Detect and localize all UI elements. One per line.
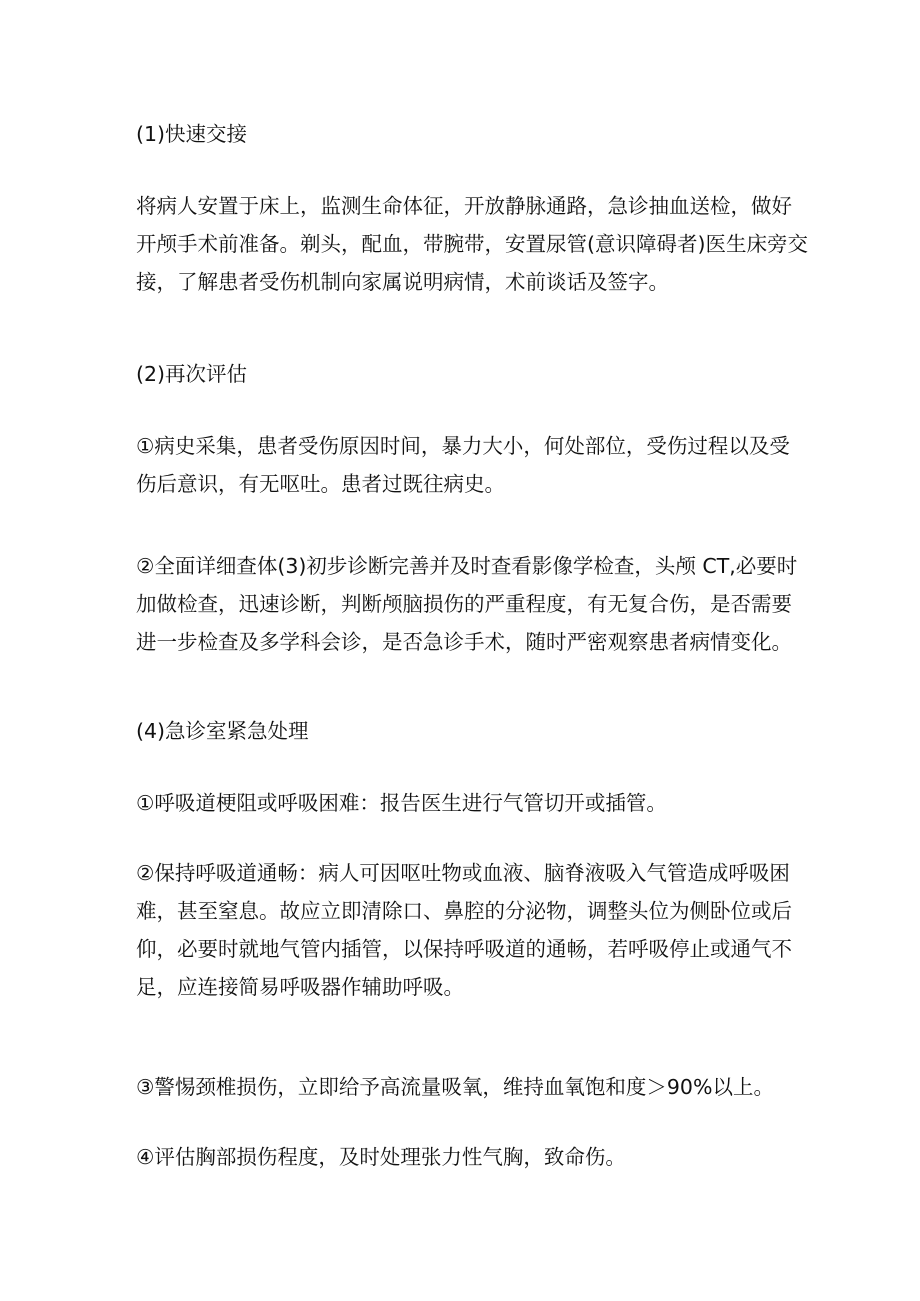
text-line: (4)急诊室紧急处理: [136, 719, 309, 743]
text-line: 加做检查，迅速诊断，判断颅脑损伤的严重程度，有无复合伤，是否需要: [136, 592, 792, 616]
text-line: ②全面详细查体(3)初步诊断完善并及时查看影像学检查，头颅 CT,必要时: [136, 554, 798, 578]
heading-emergency-treatment: [136, 712, 786, 750]
text-line: 伤后意识，有无呕吐。患者过既往病史。: [136, 472, 505, 496]
text-line: 仰，必要时就地气管内插管，以保持呼吸道的通畅，若呼吸停止或通气不: [136, 937, 792, 961]
text-line: 开颅手术前准备。剃头，配血，带腕带，安置尿管(意识障碍者)医生床旁交: [136, 232, 808, 256]
paragraph-cervical-spine: [136, 1068, 786, 1106]
text-line: 难，甚至窒息。故应立即清除口、鼻腔的分泌物，调整头位为侧卧位或后: [136, 899, 792, 923]
heading-quick-handover: [136, 115, 786, 153]
text-line: 进一步检查及多学科会诊，是否急诊手术，随时严密观察患者病情变化。: [136, 630, 792, 654]
text-line: 接，了解患者受伤机制向家属说明病情，术前谈话及签字。: [136, 270, 669, 294]
text-line: ④评估胸部损伤程度，及时处理张力性气胸，致命伤。: [136, 1145, 626, 1169]
text-line: ①呼吸道梗阻或呼吸困难：报告医生进行气管切开或插管。: [136, 791, 667, 815]
paragraph-airway-obstruction: [136, 784, 786, 822]
paragraph-chest-injury: [136, 1138, 786, 1176]
text-line: 足，应连接简易呼吸器作辅助呼吸。: [136, 975, 464, 999]
text-line: (1)快速交接: [136, 122, 248, 146]
heading-reassessment: [136, 355, 786, 393]
paragraph-examination-diagnosis: [136, 547, 798, 661]
text-line: ①病史采集，患者受伤原因时间，暴力大小，何处部位，受伤过程以及受: [136, 434, 790, 458]
paragraph-keep-airway-clear: [136, 854, 792, 1006]
text-line: ③警惕颈椎损伤，立即给予高流量吸氧，维持血氧饱和度＞90%以上。: [136, 1075, 774, 1099]
paragraph-history-collection: [136, 427, 790, 503]
text-line: 将病人安置于床上，监测生命体征，开放静脉通路，急诊抽血送检，做好: [136, 194, 792, 218]
text-line: ②保持呼吸道通畅：病人可因呕吐物或血液、脑脊液吸入气管造成呼吸困: [136, 861, 790, 885]
paragraph-handover-details: [136, 187, 808, 301]
text-line: (2)再次评估: [136, 362, 248, 386]
